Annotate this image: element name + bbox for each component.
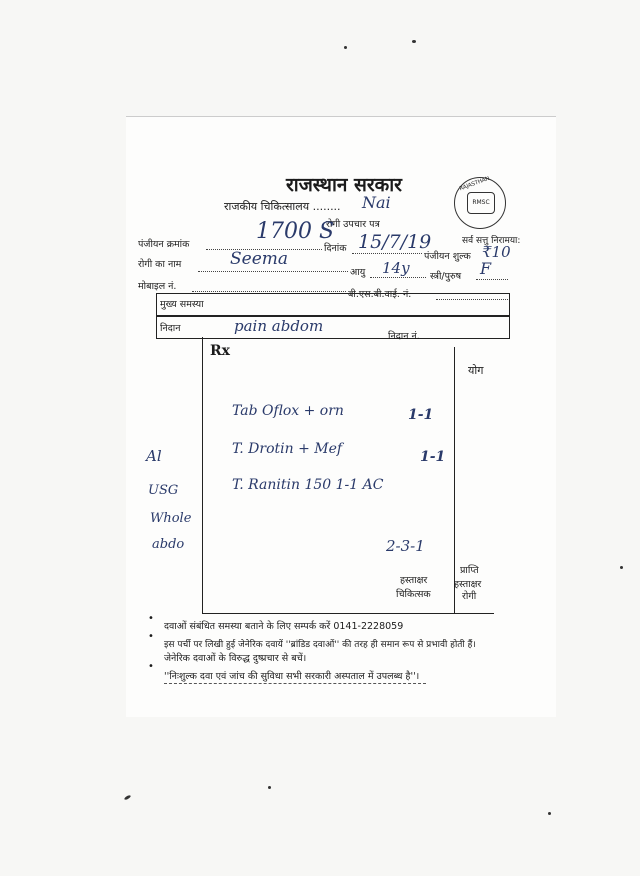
scan-speck [412, 40, 416, 43]
scan-speck [548, 812, 551, 815]
doctor-sign-label-2: चिकित्सक [396, 589, 431, 600]
bullet: • [148, 613, 154, 624]
dotted-line [198, 271, 348, 272]
registration-no-label: पंजीयन क्रमांक [138, 239, 190, 250]
dotted-line [370, 277, 426, 278]
bullet: • [148, 661, 154, 672]
fee-category: सर्व सत्तु निरामया: [462, 236, 521, 246]
hospital-value: Nai [362, 193, 391, 212]
yog-column-border [454, 347, 455, 613]
diagnosis-label: निदान [160, 323, 181, 334]
scan-speck [124, 794, 132, 800]
prescription-dose-2: 1-1 [420, 449, 446, 465]
footer-note-4: ''निःशुल्क दवा एवं जांच की सुविधा सभी सरकारी अस्पताल में उपलब्ध है''। [164, 671, 420, 682]
diagnosis-box [156, 315, 510, 339]
footer-note-1: दवाओं संबंधित समस्या बताने के लिए सम्पर्क करें 0141-2228059 [164, 621, 404, 632]
doctor-signature: 2-3-1 [386, 537, 425, 555]
page-title: राजस्थान सरकार [286, 174, 402, 196]
patient-sign-label-1: प्राप्ति [460, 565, 479, 576]
rx-symbol: Rx [210, 343, 230, 359]
scan-speck [344, 46, 347, 49]
scan-speck [268, 786, 271, 789]
age-value: 14y [382, 259, 410, 277]
prescription-line-3: T. Ranitin 150 1-1 AC [232, 477, 384, 493]
footer-note-underline [164, 683, 426, 684]
main-problem-box [156, 293, 510, 317]
side-note-line-2: USG [148, 483, 179, 498]
rx-bottom-border [202, 613, 494, 614]
dotted-line [476, 279, 508, 280]
prescription-dose-1: 1-1 [408, 407, 434, 423]
dotted-line [352, 253, 422, 254]
seal-center: RMSC [467, 192, 495, 214]
patient-name-value: Seema [230, 249, 289, 269]
patient-sign-label-2: हस्ताक्षर [454, 579, 482, 590]
rx-left-border [202, 337, 203, 613]
gender-value: F [480, 259, 492, 278]
footer-note-2: इस पर्ची पर लिखी हुई जेनेरिक दवायें ''ब्रांडिड दवाओं'' की तरह ही समान रूप से प्रभावी होती हैं। [164, 640, 476, 650]
patient-name-label: रोगी का नाम [138, 259, 182, 270]
yog-label: योग [468, 364, 484, 377]
diagnosis-no-label: निदान नं. [388, 331, 420, 342]
dotted-line [192, 291, 346, 292]
seal-top-text: RAJASTHAN [458, 175, 491, 193]
gender-label: स्त्री/पुरुष [430, 271, 462, 282]
fee-value: ₹10 [482, 243, 511, 261]
prescription-line-1: Tab Oflox + orn [232, 403, 344, 419]
scan-speck [620, 566, 623, 569]
side-note-line-4: abdo [152, 537, 185, 552]
hospital-label: राजकीय चिकित्सालय ........ [224, 200, 341, 213]
mobile-label: मोबाइल नं. [138, 281, 177, 292]
bpl-label: बी.एस.बी.वाई. नं. [348, 289, 412, 300]
prescription-slip [126, 116, 556, 717]
patient-sign-label-3: रोगी [462, 591, 477, 602]
diagnosis-value: pain abdom [234, 317, 324, 335]
date-label: दिनांक [324, 243, 347, 254]
rmsc-seal [454, 177, 506, 229]
date-value: 15/7/19 [358, 231, 432, 253]
age-label: आयु [350, 267, 366, 278]
main-problem-label: मुख्य समस्या [160, 299, 204, 310]
registration-no-value: 1700 S [256, 219, 335, 244]
bullet: • [148, 631, 154, 642]
prescription-line-2: T. Drotin + Mef [232, 441, 343, 457]
fee-label: पंजीयन शुल्क [424, 251, 471, 262]
doctor-sign-label-1: हस्ताक्षर [400, 575, 428, 586]
side-note-line-1: Al [146, 447, 162, 465]
side-note-line-3: Whole [150, 511, 192, 526]
footer-note-3: जेनेरिक दवाओं के विरुद्ध दुष्प्रचार से बचें। [164, 653, 307, 664]
form-name: रोगी उपचार पत्र [326, 219, 380, 230]
